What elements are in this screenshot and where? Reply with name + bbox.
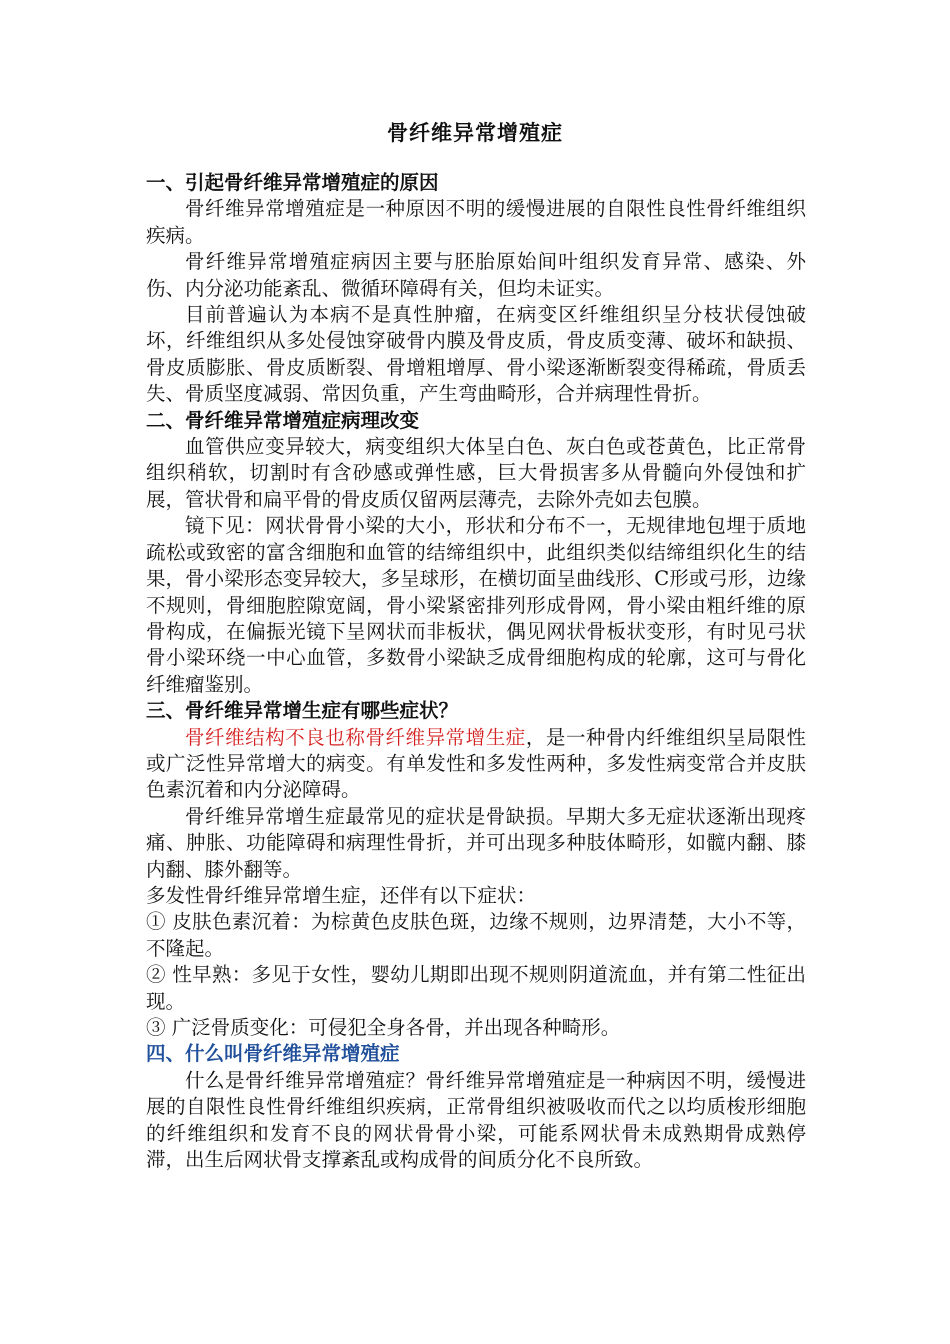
section-2-paragraph: 镜下见：网状骨骨小梁的大小，形状和分布不一，无规律地包埋于质地疏松或致密的富含细胞和血管的结缔组织中，此组织类似结缔组织化生的结果，骨小梁形态变异较大，多呈球形，在横切面呈曲线形、C形或弓形，边缘不规则，骨细胞腔隙宽阔，骨小梁紧密排列形成骨网，骨小梁由粗纤维的原骨构成，在偏振光镜下呈网状而非板状，偶见网状骨板状变形，有时见弓状骨小梁环绕一中心血管，多数骨小梁缺乏成骨细胞构成的轮廓，这可与骨化纤维瘤鉴别。 — [146, 514, 806, 696]
section-2-paragraph: 血管供应变异较大，病变组织大体呈白色、灰白色或苍黄色，比正常骨组织稍软，切割时有含砂感或弹性感，巨大骨损害多从骨髓向外侵蚀和扩展，管状骨和扁平骨的骨皮质仅留两层薄壳，去除外壳如去包膜。 — [146, 435, 806, 511]
section-4-paragraph: 什么是骨纤维异常增殖症？骨纤维异常增殖症是一种病因不明，缓慢进展的自限性良性骨纤维组织疾病，正常骨组织被吸收而代之以均质梭形细胞的纤维组织和发育不良的网状骨骨小梁，可能系网状骨未成熟期骨成熟停滞，出生后网状骨支撑紊乱或构成骨的间质分化不良所致。 — [146, 1068, 806, 1172]
section-3-heading: 三、骨纤维异常增生症有哪些症状？ — [146, 699, 459, 723]
highlighted-definition: 骨纤维结构不良也称骨纤维异常增生症 — [185, 725, 526, 749]
symptom-list-item: ② 性早熟：多见于女性，婴幼儿期即出现不规则阴道流血，并有第二性征出现。 — [146, 963, 806, 1013]
section-4-heading: 四、什么叫骨纤维异常增殖症 — [146, 1042, 400, 1066]
definition-continuation: ，是一种骨内纤维组织呈局限性或广泛性异常增大的病变。有单发性和多发性两种，多发性病变常合并皮肤色素沉着和内分泌障碍。 — [146, 725, 806, 802]
symptom-list-item: ③ 广泛骨质变化：可侵犯全身各骨，并出现各种畸形。 — [146, 1016, 621, 1039]
symptom-list-intro: 多发性骨纤维异常增生症，还伴有以下症状： — [146, 883, 537, 907]
section-1-paragraph: 目前普遍认为本病不是真性肿瘤，在病变区纤维组织呈分枝状侵蚀破坏，纤维组织从多处侵蚀穿破骨内膜及骨皮质，骨皮质变薄、破坏和缺损、骨皮质膨胀、骨皮质断裂、骨增粗增厚、骨小梁逐渐断裂变得稀疏，骨质丢失、骨质坚度减弱、常因负重，产生弯曲畸形，合并病理性骨折。 — [146, 303, 806, 406]
document-body — [146, 170, 806, 1173]
symptom-list-item: ① 皮肤色素沉着：为棕黄色皮肤色斑，边缘不规则，边界清楚，大小不等，不隆起。 — [146, 910, 806, 960]
section-3-intro-paragraph — [146, 725, 806, 804]
section-1-paragraph: 骨纤维异常增殖症是一种原因不明的缓慢进展的自限性良性骨纤维组织疾病。 — [146, 197, 806, 247]
section-1-paragraph: 骨纤维异常增殖症病因主要与胚胎原始间叶组织发育异常、感染、外伤、内分泌功能紊乱、微循环障碍有关，但均未证实。 — [146, 250, 806, 300]
document-title: 骨纤维异常增殖症 — [387, 120, 563, 145]
section-2-heading: 二、骨纤维异常增殖症病理改变 — [146, 408, 420, 432]
section-3-paragraph: 骨纤维异常增生症最常见的症状是骨缺损。早期大多无症状逐渐出现疼痛、肿胀、功能障碍和病理性骨折，并可出现多种肢体畸形，如髋内翻、膝内翻、膝外翻等。 — [146, 804, 806, 881]
section-1-heading: 一、引起骨纤维异常增殖症的原因 — [146, 171, 439, 194]
